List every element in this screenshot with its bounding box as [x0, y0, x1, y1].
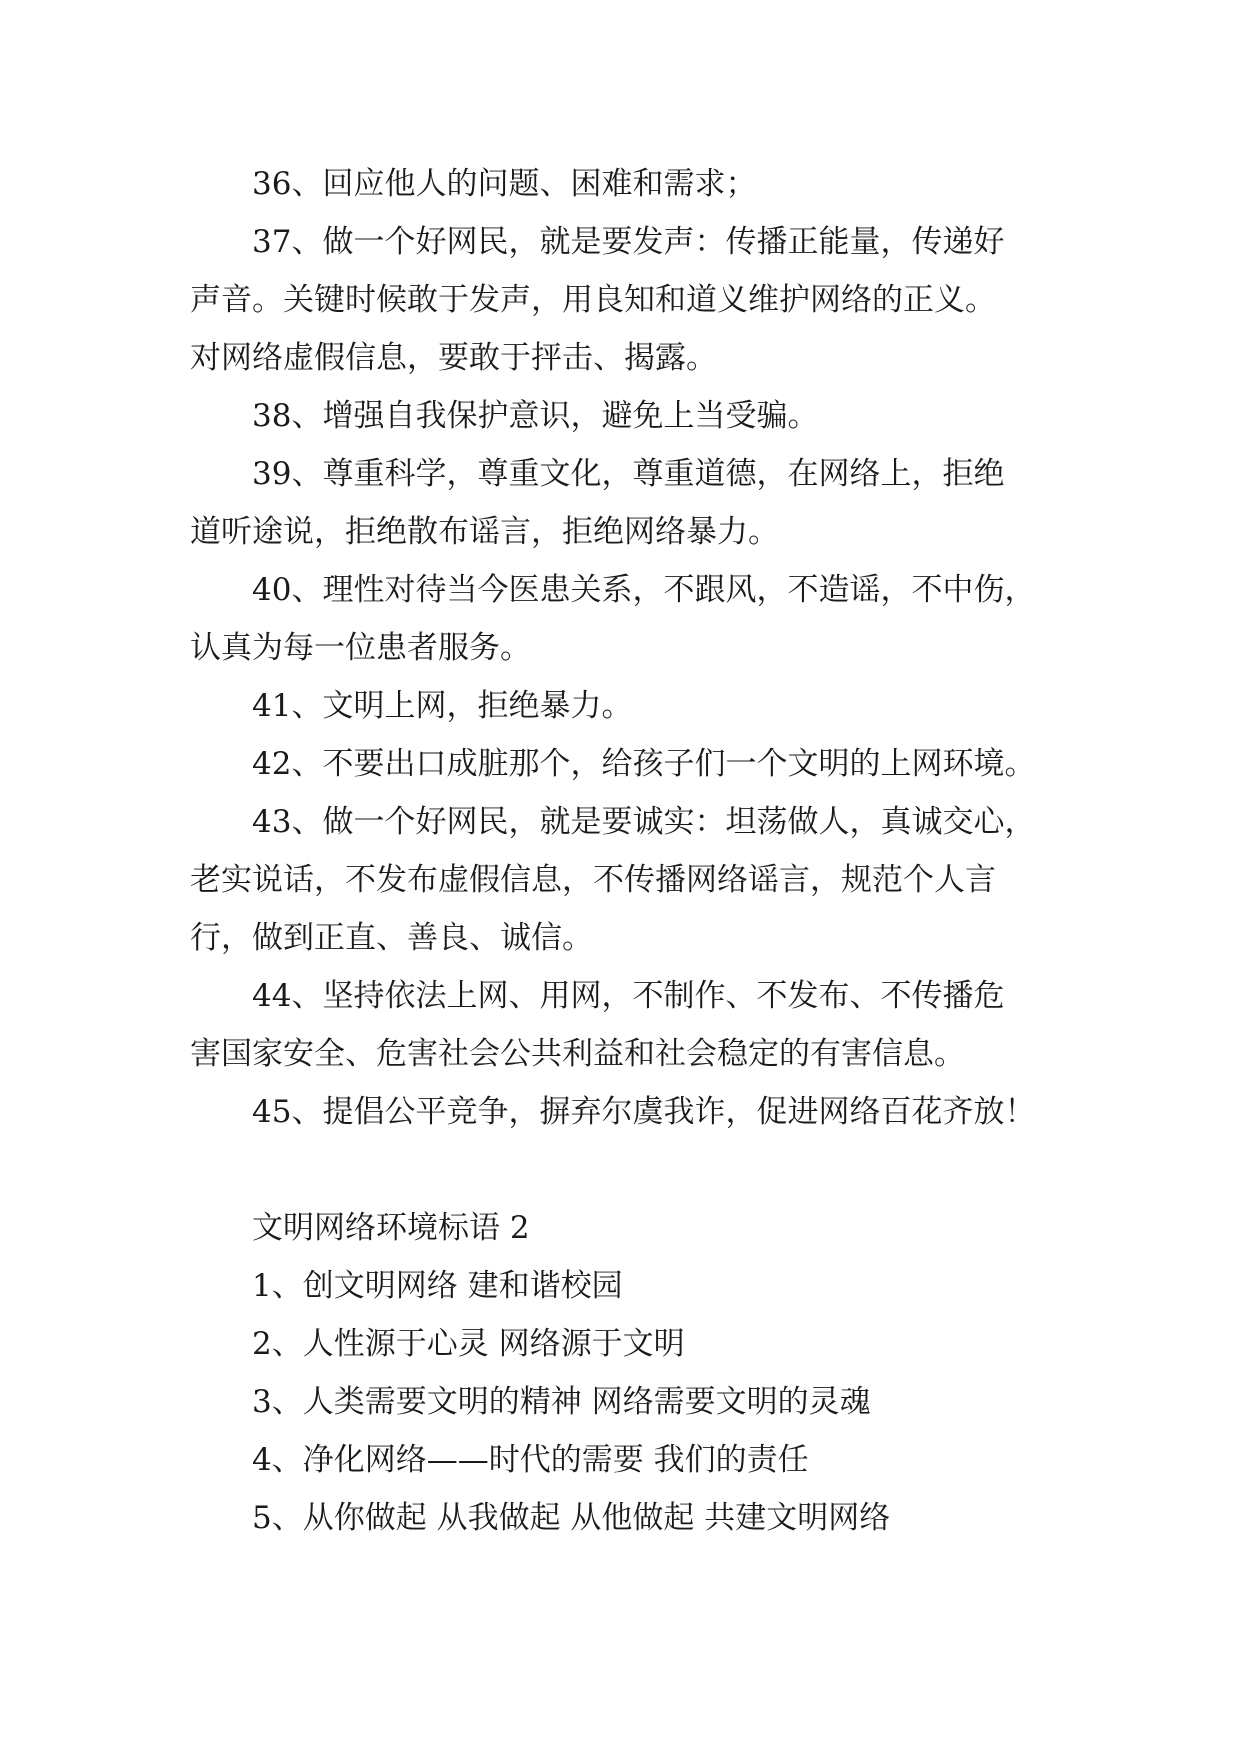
document-body — [190, 155, 1090, 1547]
slogan-item: 1、创文明网络 建和谐校园 — [252, 1268, 623, 1304]
text-line: 行，做到正直、善良、诚信。 — [190, 920, 593, 956]
text-line: 声音。关键时候敢于发声，用良知和道义维护网络的正义。 — [190, 282, 996, 318]
slogan-item: 3、人类需要文明的精神 网络需要文明的灵魂 — [252, 1384, 871, 1420]
text-line: 37、做一个好网民，就是要发声：传播正能量，传递好 — [252, 224, 1005, 260]
text-line: 认真为每一位患者服务。 — [190, 630, 531, 666]
text-line: 道听途说，拒绝散布谣言，拒绝网络暴力。 — [190, 514, 779, 550]
text-line: 38、增强自我保护意识，避免上当受骗。 — [252, 398, 819, 434]
text-line: 43、做一个好网民，就是要诚实：坦荡做人，真诚交心， — [252, 804, 1036, 840]
slogan-item: 5、从你做起 从我做起 从他做起 共建文明网络 — [252, 1500, 891, 1536]
slogan-item: 4、净化网络——时代的需要 我们的责任 — [252, 1442, 809, 1478]
text-line: 45、提倡公平竞争，摒弃尔虞我诈，促进网络百花齐放！ — [252, 1094, 1036, 1130]
slogan-list-section-2 — [190, 1199, 1090, 1547]
text-line: 老实说话，不发布虚假信息，不传播网络谣言，规范个人言 — [190, 862, 996, 898]
text-line: 41、文明上网，拒绝暴力。 — [252, 688, 633, 724]
section-heading: 文明网络环境标语 2 — [252, 1210, 530, 1246]
text-line: 42、不要出口成脏那个，给孩子们一个文明的上网环境。 — [252, 746, 1036, 782]
section-spacer — [190, 1141, 1090, 1199]
text-line: 44、坚持依法上网、用网，不制作、不发布、不传播危 — [252, 978, 1005, 1014]
text-line: 39、尊重科学，尊重文化，尊重道德，在网络上，拒绝 — [252, 456, 1005, 492]
slogan-list-section-1 — [190, 155, 1090, 1141]
text-line: 40、理性对待当今医患关系，不跟风，不造谣，不中伤， — [252, 572, 1036, 608]
text-line: 36、回应他人的问题、困难和需求； — [252, 166, 757, 202]
text-line: 对网络虚假信息，要敢于抨击、揭露。 — [190, 340, 717, 376]
slogan-items — [190, 1257, 1090, 1547]
slogan-item: 2、人性源于心灵 网络源于文明 — [252, 1326, 685, 1362]
text-line: 害国家安全、危害社会公共利益和社会稳定的有害信息。 — [190, 1036, 965, 1072]
